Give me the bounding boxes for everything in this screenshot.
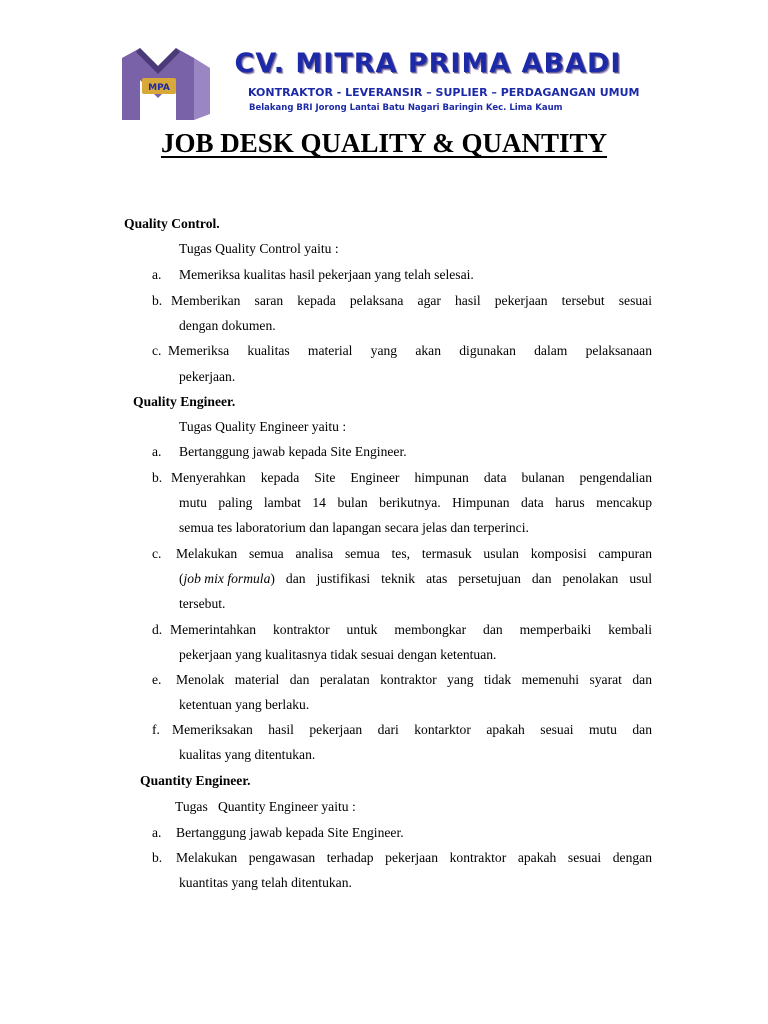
list-marker: b. — [152, 470, 163, 485]
list-item-text: Melakukan semua analisa semua tes, termasuk usulan komposisi campuran — [176, 546, 652, 561]
list-item-text: Memeriksa kualitas hasil pekerjaan yang telah selesai. — [179, 267, 474, 282]
list-marker: a. — [152, 444, 162, 459]
list-marker: a. — [152, 267, 162, 282]
list-marker: a. — [152, 825, 162, 840]
list-item-text: kualitas yang ditentukan. — [179, 747, 316, 762]
list-item-text: Memerintahkan kontraktor untuk membongkar dan memperbaiki kembali — [170, 622, 652, 637]
list-item-text: Menolak material dan peralatan kontraktor yang tidak memenuhi syarat dan — [176, 672, 652, 687]
list-marker: c. — [152, 546, 162, 561]
list-item-text: Bertanggung jawab kepada Site Engineer. — [179, 444, 407, 459]
list-marker: b. — [152, 850, 163, 865]
list-marker: e. — [152, 672, 162, 687]
list-item-text: kuantitas yang telah ditentukan. — [179, 875, 352, 890]
company-tagline: KONTRAKTOR - LEVERANSIR – SUPLIER – PERDAGANGAN UMUM — [248, 86, 640, 99]
list-item-text: mutu paling lambat 14 bulan berikutnya. Himpunan data harus mencakup — [179, 495, 652, 510]
list-item-text: pekerjaan yang kualitasnya tidak sesuai dengan ketentuan. — [179, 647, 497, 662]
section-heading-quality-control: Quality Control. — [124, 216, 220, 231]
list-marker: c. — [152, 343, 162, 358]
list-item-text: Melakukan pengawasan terhadap pekerjaan kontraktor apakah sesuai dengan — [176, 850, 652, 865]
list-item-text: dengan dokumen. — [179, 318, 276, 333]
document-title: JOB DESK QUALITY & QUANTITY — [160, 128, 608, 158]
text-fragment: ) dan justifikasi teknik atas persetujuan dan penolakan usul — [270, 571, 652, 586]
list-item-text: tersebut. — [179, 596, 226, 611]
list-marker: b. — [152, 293, 163, 308]
list-item-text: Memeriksa kualitas material yang akan digunakan dalam pelaksanaan — [168, 343, 652, 358]
list-item-text: Menyerahkan kepada Site Engineer himpunan data bulanan pengendalian — [171, 470, 652, 485]
list-item-text — [179, 570, 652, 588]
section-heading-quantity-engineer: Quantity Engineer. — [140, 773, 251, 788]
section-intro-quantity-engineer: Tugas Quantity Engineer yaitu : — [175, 799, 356, 814]
list-item-text: Memberikan saran kepada pelaksana agar hasil pekerjaan tersebut sesuai — [171, 293, 652, 308]
list-item-text: ketentuan yang berlaku. — [179, 697, 310, 712]
logo-text: MPA — [148, 83, 170, 93]
list-marker: f. — [152, 722, 160, 737]
section-intro-quality-control: Tugas Quality Control yaitu : — [179, 241, 339, 256]
section-heading-quality-engineer: Quality Engineer. — [133, 394, 236, 409]
letterhead — [118, 44, 650, 122]
company-address: Belakang BRI Jorong Lantai Batu Nagari Baringin Kec. Lima Kaum — [249, 103, 563, 113]
list-item-text: semua tes laboratorium dan lapangan secara jelas dan terperinci. — [179, 520, 529, 535]
list-item-text: Memeriksakan hasil pekerjaan dari kontarktor apakah sesuai mutu dan — [172, 722, 652, 737]
emphasized-term: job mix formula — [183, 571, 271, 586]
section-intro-quality-engineer: Tugas Quality Engineer yaitu : — [179, 419, 347, 434]
text-fragment: ( — [179, 571, 184, 586]
company-name: CV. MITRA PRIMA ABADI — [234, 48, 622, 79]
list-item-text: pekerjaan. — [179, 369, 236, 384]
list-marker: d. — [152, 622, 163, 637]
company-logo — [118, 44, 216, 122]
list-item-text: Bertanggung jawab kepada Site Engineer. — [176, 825, 404, 840]
